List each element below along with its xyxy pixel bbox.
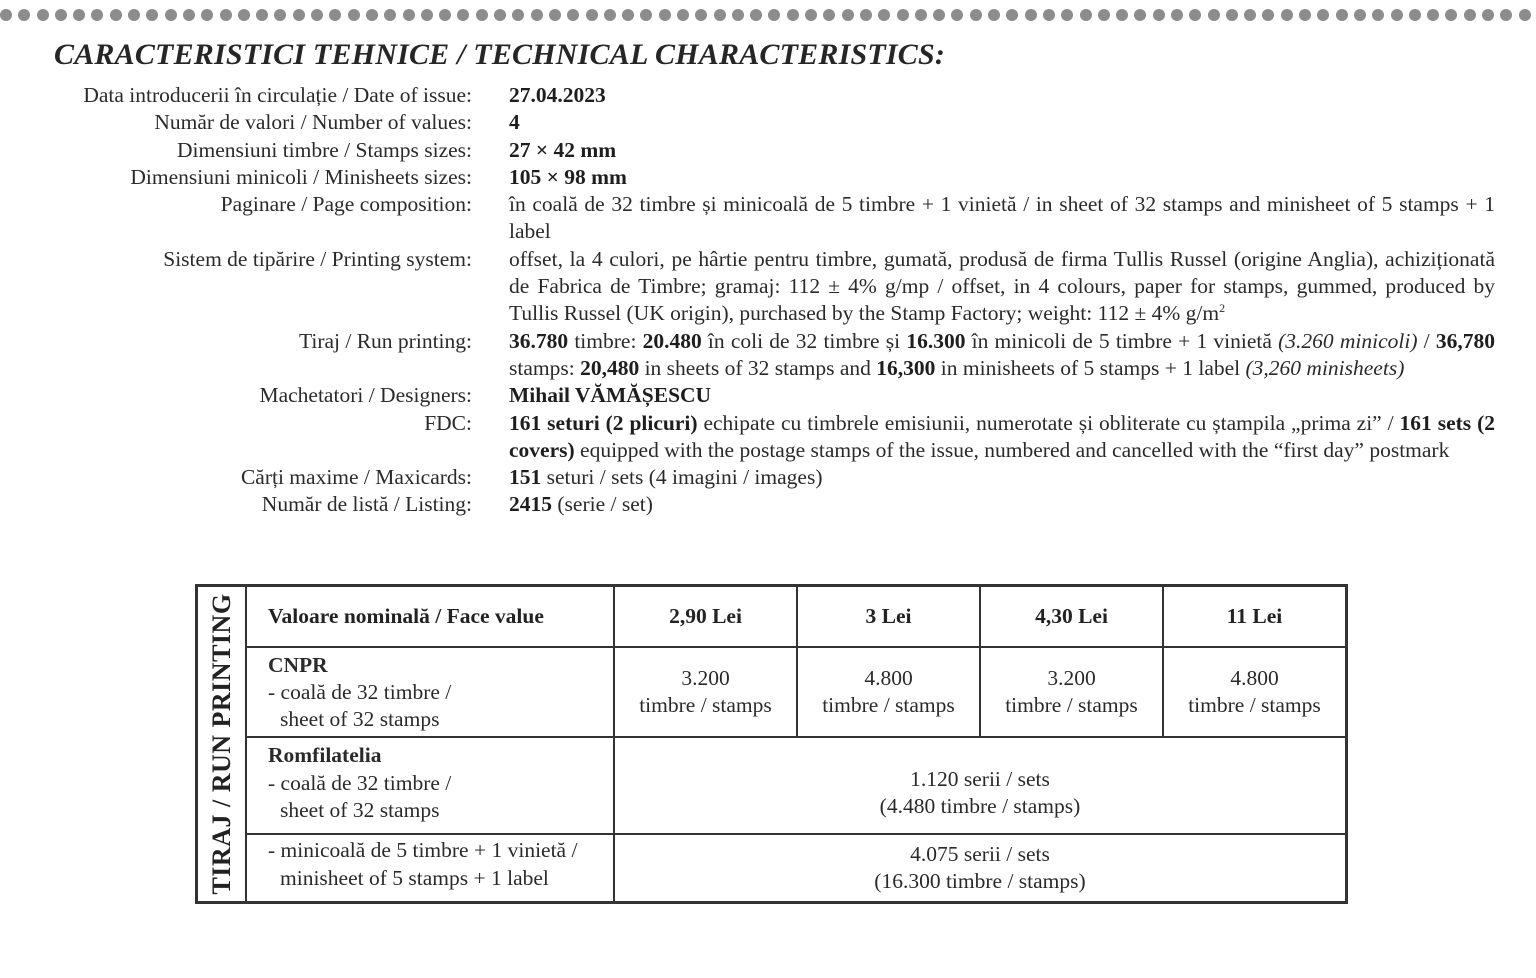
spec-value: 161 seturi (2 plicuri) echipate cu timbrele emisiunii, numerotate și obliterate cu ștampila „prima zi” / 161 sets (2 covers) equipped with the postage stamps of the issue, numbered and cancelled with the “first day” postmark xyxy=(509,410,1495,462)
divider-dot xyxy=(897,9,909,21)
table-cell: 4.800 timbre / stamps xyxy=(797,647,980,738)
spec-value: 27 × 42 mm xyxy=(509,137,617,162)
divider-dot xyxy=(860,9,872,21)
table-row-romfilatelia xyxy=(247,737,1345,834)
spec-minisheet-sizes xyxy=(0,164,1536,191)
divider-dot xyxy=(494,9,506,21)
table-cell: 3.200 timbre / stamps xyxy=(980,647,1163,738)
divider-dot xyxy=(457,9,469,21)
divider-dot xyxy=(1244,9,1256,21)
spec-maxicards xyxy=(0,464,1536,491)
table-side-label: TIRAJ / RUN PRINTING xyxy=(198,587,247,901)
divider-dot xyxy=(1262,9,1274,21)
table-header-row xyxy=(247,587,1345,647)
table-row-cnpr xyxy=(247,647,1345,738)
spec-page-composition xyxy=(0,191,1536,246)
divider-dot xyxy=(1336,9,1348,21)
divider-dot xyxy=(1226,9,1238,21)
divider-dot xyxy=(220,9,232,21)
page-title: CARACTERISTICI TEHNICE / TECHNICAL CHARACTERISTICS: xyxy=(54,38,946,71)
specs-list xyxy=(0,82,1536,519)
divider-dot xyxy=(37,9,49,21)
divider-dot xyxy=(714,9,726,21)
divider-dot xyxy=(640,9,652,21)
divider-dot xyxy=(0,9,12,21)
table-row-minisheet xyxy=(247,834,1345,901)
face-value-header: Valoare nominală / Face value xyxy=(247,587,614,647)
divider-dot xyxy=(1281,9,1293,21)
divider-dot xyxy=(73,9,85,21)
divider-dot xyxy=(256,9,268,21)
spec-value: Mihail VĂMĂȘESCU xyxy=(509,383,712,408)
divider-dot xyxy=(1116,9,1128,21)
divider-dot xyxy=(201,9,213,21)
divider-dot xyxy=(1464,9,1476,21)
divider-dot xyxy=(677,9,689,21)
spec-value: în coală de 32 timbre și minicoală de 5 timbre + 1 vinietă / in sheet of 32 stamps and minisheet of 5 stamps + 1 label xyxy=(509,192,1495,244)
spec-label: Paginare / Page composition: xyxy=(220,192,472,217)
divider-dot xyxy=(1025,9,1037,21)
spec-listing xyxy=(0,491,1536,518)
divider-dot xyxy=(366,9,378,21)
divider-dot xyxy=(183,9,195,21)
divider-dot xyxy=(1098,9,1110,21)
divider-dot xyxy=(549,9,561,21)
divider-dot xyxy=(878,9,890,21)
face-value-col: 4,30 Lei xyxy=(980,587,1163,647)
divider-dot xyxy=(805,9,817,21)
spec-label: FDC: xyxy=(424,410,472,435)
table-cell-merged: 1.120 serii / sets (4.480 timbre / stamps) xyxy=(614,737,1345,834)
divider-dot xyxy=(1061,9,1073,21)
divider-dot xyxy=(238,9,250,21)
divider-dot xyxy=(1153,9,1165,21)
row-label: CNPR - coală de 32 timbre / sheet of 32 stamps xyxy=(247,647,614,738)
divider-dot xyxy=(567,9,579,21)
divider-dot xyxy=(1409,9,1421,21)
face-value-col: 2,90 Lei xyxy=(614,587,797,647)
divider-dot xyxy=(1080,9,1092,21)
divider-dot xyxy=(311,9,323,21)
spec-label: Data introducerii în circulație / Date of issue: xyxy=(83,83,472,107)
divider-dot xyxy=(1427,9,1439,21)
spec-designers xyxy=(0,382,1536,409)
divider-dot xyxy=(842,9,854,21)
run-printing-table xyxy=(195,584,1348,904)
divider-dot xyxy=(91,9,103,21)
spec-label: Cărți maxime / Maxicards: xyxy=(240,465,472,490)
spec-label: Machetatori / Designers: xyxy=(259,383,472,408)
divider-dot xyxy=(421,9,433,21)
divider-dot xyxy=(988,9,1000,21)
divider-dot xyxy=(768,9,780,21)
face-value-col: 11 Lei xyxy=(1163,587,1345,647)
divider-dot xyxy=(1208,9,1220,21)
spec-label: Sistem de tipărire / Printing system: xyxy=(163,246,472,271)
spec-value: 27.04.2023 xyxy=(509,83,606,107)
divider-dot xyxy=(915,9,927,21)
divider-dot xyxy=(439,9,451,21)
divider-dot xyxy=(165,9,177,21)
spec-label: Dimensiuni timbre / Stamps sizes: xyxy=(176,137,472,162)
divider-dot xyxy=(951,9,963,21)
face-value-col: 3 Lei xyxy=(797,587,980,647)
divider-dot xyxy=(403,9,415,21)
spec-value: 36.780 timbre: 20.480 în coli de 32 timbre și 16.300 în minicoli de 5 timbre + 1 vinietă (3.260 minicoli) / 36,780 stamps: 20,480 in sheets of 32 stamps and 16,300 in minisheets of 5 stamps + 1 label (3,260 minisheets) xyxy=(509,328,1495,380)
spec-printing-system xyxy=(0,246,1536,328)
divider-dot xyxy=(1482,9,1494,21)
divider-dot xyxy=(695,9,707,21)
divider-dot xyxy=(1134,9,1146,21)
divider-dot xyxy=(128,9,140,21)
divider-dot xyxy=(476,9,488,21)
divider-dot xyxy=(750,9,762,21)
spec-date-of-issue xyxy=(0,82,1536,109)
divider-dot xyxy=(1299,9,1311,21)
divider-dot xyxy=(1372,9,1384,21)
spec-value: offset, la 4 culori, pe hârtie pentru timbre, gumată, produsă de firma Tullis Russel (origine Anglia), achiziționată de Fabrica de Timbre; gramaj: 112 ± 4% g/mp / offset, in 4 colours, paper for stamps, gummed, produced by Tullis Russel (UK origin), purchased by the Stamp Factory; weight: 112 ± 4% $g/m^2$ xyxy=(509,246,1495,326)
divider-dot xyxy=(586,9,598,21)
divider-dot xyxy=(1171,9,1183,21)
divider-dot xyxy=(604,9,616,21)
divider-dot xyxy=(823,9,835,21)
divider-dot xyxy=(531,9,543,21)
divider-dot xyxy=(1354,9,1366,21)
spec-value: 105 × 98 mm xyxy=(509,164,627,189)
spec-fdc xyxy=(0,410,1536,465)
divider-dot xyxy=(933,9,945,21)
divider-dot xyxy=(274,9,286,21)
divider-dot xyxy=(293,9,305,21)
divider-dot xyxy=(659,9,671,21)
table-cell: 3.200 timbre / stamps xyxy=(614,647,797,738)
divider-dot xyxy=(787,9,799,21)
divider-dot xyxy=(1317,9,1329,21)
divider-dot xyxy=(18,9,30,21)
table-cell: 4.800 timbre / stamps xyxy=(1163,647,1345,738)
dotted-divider xyxy=(0,9,1536,25)
divider-dot xyxy=(1006,9,1018,21)
divider-dot xyxy=(146,9,158,21)
divider-dot xyxy=(55,9,67,21)
divider-dot xyxy=(1189,9,1201,21)
row-label: Romfilatelia - coală de 32 timbre / sheet of 32 stamps xyxy=(247,737,614,834)
spec-stamp-sizes xyxy=(0,137,1536,164)
divider-dot xyxy=(622,9,634,21)
divider-dot xyxy=(1043,9,1055,21)
spec-value: 4 xyxy=(509,110,520,135)
spec-run-printing xyxy=(0,328,1536,383)
divider-dot xyxy=(1519,9,1531,21)
divider-dot xyxy=(1445,9,1457,21)
spec-value: 151 seturi / sets (4 imagini / images) xyxy=(509,465,823,490)
table-cell-merged: 4.075 serii / sets (16.300 timbre / stamps) xyxy=(614,834,1345,901)
spec-label: Număr de listă / Listing: xyxy=(261,492,472,517)
spec-label: Dimensiuni minicoli / Minisheets sizes: xyxy=(130,164,472,189)
divider-dot xyxy=(329,9,341,21)
divider-dot xyxy=(732,9,744,21)
spec-number-of-values xyxy=(0,109,1536,136)
divider-dot xyxy=(1500,9,1512,21)
divider-dot xyxy=(970,9,982,21)
divider-dot xyxy=(348,9,360,21)
row-label: - minicoală de 5 timbre + 1 vinietă / minisheet of 5 stamps + 1 label xyxy=(247,834,614,901)
spec-label: Număr de valori / Number of values: xyxy=(154,110,472,135)
spec-label: Tiraj / Run printing: xyxy=(298,328,472,353)
spec-value: 2415 (serie / set) xyxy=(509,492,653,517)
divider-dot xyxy=(512,9,524,21)
run-printing-grid xyxy=(247,587,1345,901)
divider-dot xyxy=(384,9,396,21)
divider-dot xyxy=(110,9,122,21)
divider-dot xyxy=(1391,9,1403,21)
